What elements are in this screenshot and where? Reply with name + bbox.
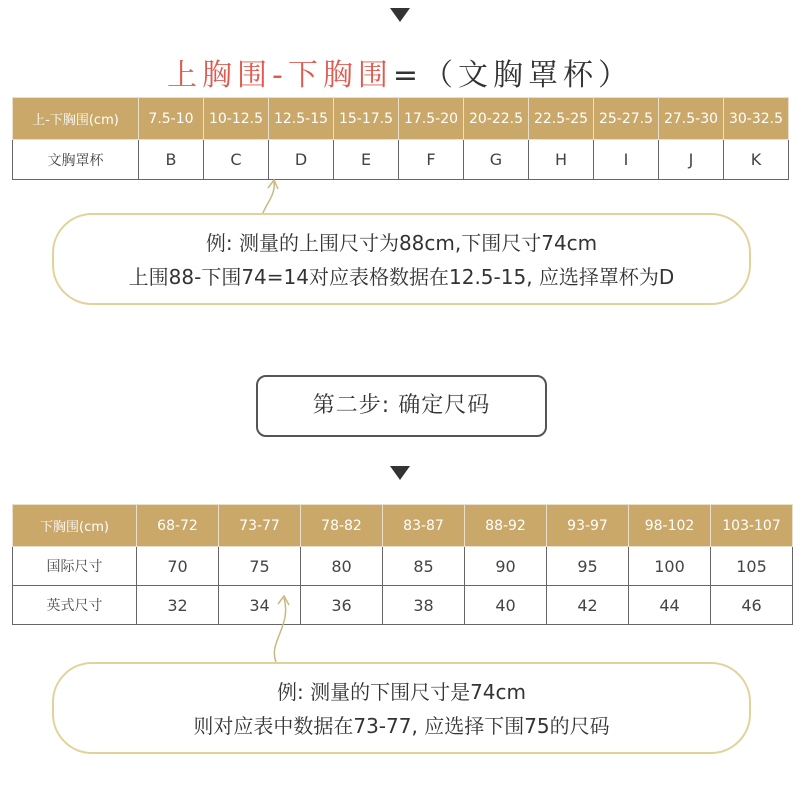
- cup-example-line1: 例: 测量的上围尺寸为88cm,下围尺寸74cm: [205, 231, 598, 255]
- band-row-label: 国际尺寸: [13, 547, 137, 586]
- band-range-cell: 78-82: [301, 505, 383, 547]
- band-cell: 85: [383, 547, 465, 586]
- cup-cell: B: [139, 140, 204, 180]
- cup-table-row: [13, 140, 789, 180]
- cup-table-header-row: [13, 98, 789, 140]
- band-range-cell: 73-77: [219, 505, 301, 547]
- cup-cell: J: [659, 140, 724, 180]
- band-cell: 44: [629, 586, 711, 625]
- cup-row-label: 文胸罩杯: [13, 140, 139, 180]
- pointer-arrow-icon: [262, 592, 302, 664]
- cup-range-cell: 27.5-30: [659, 98, 724, 140]
- band-range-cell: 68-72: [137, 505, 219, 547]
- cup-size-table: [12, 97, 789, 180]
- formula-part1: 上胸围: [167, 58, 273, 93]
- cup-range-cell: 17.5-20: [399, 98, 464, 140]
- band-cell: 75: [219, 547, 301, 586]
- band-cell: 90: [465, 547, 547, 586]
- band-cell: 80: [301, 547, 383, 586]
- cup-table-header-label: 上-下胸围(cm): [13, 98, 139, 140]
- cup-cell: C: [204, 140, 269, 180]
- cup-range-cell: 10-12.5: [204, 98, 269, 140]
- band-cell: 105: [711, 547, 793, 586]
- band-example-line1: 例: 测量的下围尺寸是74cm: [276, 680, 527, 704]
- band-table-header-row: [13, 505, 793, 547]
- band-cell: 34: [219, 586, 301, 625]
- formula-equals: =（文胸罩杯）: [392, 58, 633, 93]
- cup-cell: E: [334, 140, 399, 180]
- band-range-cell: 83-87: [383, 505, 465, 547]
- band-range-cell: 88-92: [465, 505, 547, 547]
- band-example-note: [52, 662, 751, 754]
- band-table-row-international: [13, 547, 793, 586]
- band-row-label: 英式尺寸: [13, 586, 137, 625]
- band-cell: 42: [547, 586, 629, 625]
- band-size-table: [12, 504, 793, 625]
- cup-cell: F: [399, 140, 464, 180]
- cup-cell: G: [464, 140, 529, 180]
- down-arrow-icon: [390, 8, 410, 22]
- cup-range-cell: 15-17.5: [334, 98, 399, 140]
- cup-range-cell: 25-27.5: [594, 98, 659, 140]
- cup-formula: [0, 50, 800, 94]
- band-cell: 40: [465, 586, 547, 625]
- step2-label: 第二步: 确定尺码: [312, 393, 491, 418]
- band-table-row-uk: [13, 586, 793, 625]
- band-range-cell: 98-102: [629, 505, 711, 547]
- cup-cell: I: [594, 140, 659, 180]
- band-cell: 95: [547, 547, 629, 586]
- cup-range-cell: 20-22.5: [464, 98, 529, 140]
- cup-range-cell: 7.5-10: [139, 98, 204, 140]
- band-cell: 38: [383, 586, 465, 625]
- band-range-cell: 93-97: [547, 505, 629, 547]
- band-range-cell: 103-107: [711, 505, 793, 547]
- band-example-line2: 则对应表中数据在73-77, 应选择下围75的尺码: [193, 714, 610, 738]
- band-cell: 100: [629, 547, 711, 586]
- formula-part2: 下胸围: [287, 58, 393, 93]
- band-cell: 70: [137, 547, 219, 586]
- cup-cell: K: [724, 140, 789, 180]
- cup-range-cell: 22.5-25: [529, 98, 594, 140]
- cup-range-cell: 30-32.5: [724, 98, 789, 140]
- band-table-header-label: 下胸围(cm): [13, 505, 137, 547]
- band-cell: 32: [137, 586, 219, 625]
- cup-example-note: [52, 213, 751, 305]
- cup-cell: D: [269, 140, 334, 180]
- cup-example-line2: 上围88-下围74=14对应表格数据在12.5-15, 应选择罩杯为D: [128, 265, 675, 289]
- band-cell: 46: [711, 586, 793, 625]
- down-arrow-icon: [390, 466, 410, 480]
- formula-dash: -: [272, 58, 288, 93]
- step2-box: [256, 375, 547, 437]
- cup-range-cell: 12.5-15: [269, 98, 334, 140]
- cup-cell: H: [529, 140, 594, 180]
- band-cell: 36: [301, 586, 383, 625]
